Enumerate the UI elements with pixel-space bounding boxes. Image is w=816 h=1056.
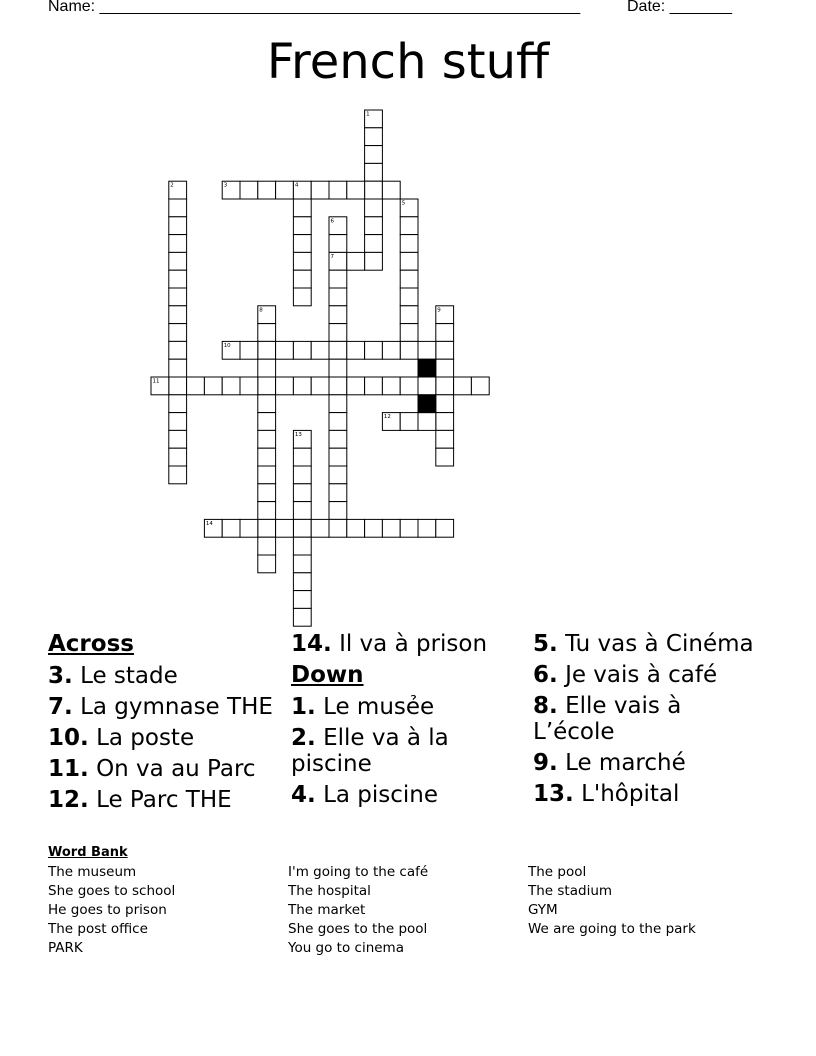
cell-number: 9	[437, 307, 441, 314]
clue-number: 10.	[48, 725, 89, 751]
grid-cell[interactable]	[347, 341, 365, 359]
cell-number: 2	[170, 182, 174, 189]
grid-cell[interactable]	[329, 359, 347, 377]
grid-cell[interactable]	[169, 448, 187, 466]
grid-cell[interactable]	[169, 288, 187, 306]
grid-cell[interactable]	[169, 306, 187, 324]
grid-cell[interactable]	[365, 217, 383, 235]
clue-down-8	[533, 693, 768, 745]
grid-cell[interactable]	[258, 466, 276, 484]
grid-cell[interactable]	[293, 252, 311, 270]
clue-down-1	[291, 694, 521, 720]
grid-cell[interactable]	[293, 199, 311, 217]
date-field-label[interactable]: Date: _______	[627, 0, 732, 15]
clue-text: Tu vas à Cinéma	[565, 631, 754, 657]
grid-cell[interactable]	[293, 270, 311, 288]
grid-cell[interactable]	[311, 341, 329, 359]
grid-cell[interactable]	[400, 217, 418, 235]
grid-cell[interactable]	[436, 519, 454, 537]
word-bank-item: We are going to the park	[528, 921, 696, 937]
clues-column-3	[533, 631, 768, 812]
clue-text: Le Parc THE	[96, 787, 232, 813]
grid-cell[interactable]	[347, 519, 365, 537]
cell-number: 14	[205, 520, 213, 527]
clue-number: 9.	[533, 750, 558, 776]
grid-cell[interactable]	[276, 181, 294, 199]
grid-cell[interactable]	[169, 413, 187, 431]
grid-cell[interactable]	[418, 519, 436, 537]
grid-cell[interactable]	[454, 377, 472, 395]
clue-number: 1.	[291, 694, 316, 720]
grid-cell[interactable]	[436, 448, 454, 466]
grid-cell[interactable]	[329, 341, 347, 359]
grid-cell[interactable]	[436, 359, 454, 377]
grid-cell[interactable]	[329, 395, 347, 413]
word-bank-item: I'm going to the café	[288, 864, 429, 880]
grid-cell[interactable]	[400, 252, 418, 270]
grid-cell[interactable]	[418, 377, 436, 395]
clue-number: 4.	[291, 782, 316, 808]
grid-cell[interactable]	[258, 395, 276, 413]
grid-cell[interactable]	[365, 377, 383, 395]
grid-cell[interactable]	[418, 413, 436, 431]
clue-number: 6.	[533, 662, 558, 688]
grid-cell[interactable]	[258, 359, 276, 377]
grid-cell[interactable]	[293, 217, 311, 235]
grid-cell[interactable]	[222, 377, 240, 395]
word-bank-item: She goes to school	[48, 883, 176, 899]
clue-text: Elle va à la piscine	[291, 725, 449, 777]
word-bank-title: Word Bank	[48, 845, 128, 860]
grid-cell[interactable]	[329, 413, 347, 431]
grid-cell[interactable]	[169, 235, 187, 253]
word-bank-item: The post office	[48, 921, 148, 937]
grid-cell[interactable]	[329, 270, 347, 288]
clue-text: La poste	[96, 725, 195, 751]
cell-number: 6	[330, 218, 334, 225]
cell-number: 13	[294, 431, 302, 438]
clue-text: La piscine	[323, 782, 439, 808]
clue-across-11	[48, 756, 278, 782]
grid-cell[interactable]	[293, 608, 311, 626]
clue-text: Il va à prison	[339, 631, 488, 657]
grid-cell[interactable]	[400, 324, 418, 342]
grid-cell[interactable]	[258, 448, 276, 466]
clue-text: On va au Parc	[96, 756, 256, 782]
grid-cell[interactable]	[169, 252, 187, 270]
word-bank-item: The pool	[528, 864, 587, 880]
clue-text: Le marché	[565, 750, 686, 776]
grid-cell[interactable]	[365, 235, 383, 253]
cell-number: 11	[152, 378, 160, 385]
grid-cell[interactable]	[258, 341, 276, 359]
clue-text: Le stade	[80, 663, 178, 689]
grid-cell[interactable]	[276, 519, 294, 537]
clue-across-12	[48, 787, 278, 813]
word-bank-item: PARK	[48, 940, 83, 956]
across-heading: Across	[48, 631, 134, 657]
grid-cell[interactable]	[222, 519, 240, 537]
grid-cell[interactable]	[436, 430, 454, 448]
clue-down-4	[291, 782, 521, 808]
grid-cell[interactable]	[169, 359, 187, 377]
grid-cell[interactable]	[329, 377, 347, 395]
cell-number: 8	[259, 307, 263, 314]
grid-cell[interactable]	[400, 306, 418, 324]
grid-cell[interactable]	[169, 466, 187, 484]
cell-number: 1	[366, 111, 370, 118]
word-bank-item: The stadium	[528, 883, 613, 899]
word-bank-item: She goes to the pool	[288, 921, 428, 937]
clue-across-10	[48, 725, 278, 751]
word-bank-column-2	[288, 863, 428, 958]
clues-column-1	[48, 631, 278, 818]
grid-cell[interactable]	[258, 484, 276, 502]
clue-number: 12.	[48, 787, 89, 813]
grid-cell[interactable]	[276, 341, 294, 359]
grid-cell[interactable]	[347, 181, 365, 199]
clue-across-3	[48, 663, 278, 689]
clue-down-2	[291, 725, 521, 777]
grid-cell[interactable]	[258, 502, 276, 520]
grid-cell[interactable]	[169, 430, 187, 448]
cell-number: 3	[223, 182, 228, 189]
grid-cell[interactable]	[347, 252, 365, 270]
grid-cell[interactable]	[400, 377, 418, 395]
word-bank-item: You go to cinema	[288, 940, 404, 956]
clue-down-13	[533, 781, 768, 807]
grid-cell[interactable]	[311, 181, 329, 199]
grid-cell[interactable]	[382, 181, 400, 199]
black-cell	[418, 359, 436, 377]
grid-cell[interactable]	[329, 430, 347, 448]
cell-number: 7	[330, 253, 334, 260]
grid-cell[interactable]	[293, 235, 311, 253]
grid-cell[interactable]	[169, 199, 187, 217]
grid-cell[interactable]	[293, 288, 311, 306]
grid-cell[interactable]	[293, 537, 311, 555]
grid-cell[interactable]	[258, 519, 276, 537]
word-bank-item: GYM	[528, 902, 558, 918]
grid-cell[interactable]	[204, 377, 222, 395]
grid-cell[interactable]	[329, 235, 347, 253]
grid-cell[interactable]	[169, 324, 187, 342]
clue-down-6	[533, 662, 768, 688]
grid-cell[interactable]	[436, 341, 454, 359]
clue-text: Le musẻe	[323, 694, 435, 720]
grid-cell[interactable]	[329, 484, 347, 502]
grid-cell[interactable]	[293, 466, 311, 484]
grid-cell[interactable]	[240, 519, 258, 537]
page-title: French stuff	[266, 34, 550, 90]
word-bank-item: The museum	[48, 864, 137, 880]
clue-text: Je vais à café	[565, 662, 718, 688]
grid-cell[interactable]	[169, 270, 187, 288]
clue-down-5	[533, 631, 768, 657]
grid-cell[interactable]	[258, 181, 276, 199]
grid-cell[interactable]	[258, 413, 276, 431]
grid-cell[interactable]	[293, 555, 311, 573]
grid-cell[interactable]	[365, 128, 383, 146]
clue-number: 11.	[48, 756, 89, 782]
grid-cell[interactable]	[400, 235, 418, 253]
grid-cell[interactable]	[293, 502, 311, 520]
grid-cell[interactable]	[240, 341, 258, 359]
word-bank-item: He goes to prison	[48, 902, 167, 918]
grid-cell[interactable]	[329, 448, 347, 466]
grid-cell[interactable]	[293, 484, 311, 502]
word-bank-item: The market	[288, 902, 366, 918]
grid-cell[interactable]	[240, 377, 258, 395]
cell-number: 10	[223, 342, 231, 349]
word-bank-column-1	[48, 863, 175, 958]
grid-cell[interactable]	[258, 537, 276, 555]
grid-cell[interactable]	[418, 341, 436, 359]
name-field-label[interactable]: Name: ______________________________________________________	[48, 0, 581, 15]
grid-cell[interactable]	[311, 377, 329, 395]
grid-cell[interactable]	[258, 430, 276, 448]
grid-cell[interactable]	[347, 377, 365, 395]
clue-text: L'hôpital	[581, 781, 680, 807]
word-bank-item: The hospital	[288, 883, 371, 899]
grid-cell[interactable]	[169, 395, 187, 413]
grid-cell[interactable]	[382, 341, 400, 359]
grid-cell[interactable]	[382, 377, 400, 395]
clue-number: 7.	[48, 694, 73, 720]
grid-cell[interactable]	[400, 288, 418, 306]
clue-number: 5.	[533, 631, 558, 657]
grid-cell[interactable]	[293, 341, 311, 359]
grid-cell[interactable]	[169, 341, 187, 359]
grid-cell[interactable]	[329, 181, 347, 199]
grid-cell[interactable]	[365, 163, 383, 181]
grid-cell[interactable]	[293, 573, 311, 591]
grid-cell[interactable]	[258, 377, 276, 395]
grid-cell[interactable]	[436, 324, 454, 342]
grid-cell[interactable]	[329, 324, 347, 342]
grid-cell[interactable]	[258, 555, 276, 573]
grid-cell[interactable]	[258, 324, 276, 342]
grid-cell[interactable]	[400, 270, 418, 288]
clue-number: 14.	[291, 631, 332, 657]
cell-number: 12	[383, 414, 391, 421]
clue-number: 8.	[533, 693, 558, 719]
down-heading: Down	[291, 662, 364, 688]
grid-cell[interactable]	[293, 448, 311, 466]
clue-number: 3.	[48, 663, 73, 689]
grid-cell[interactable]	[169, 217, 187, 235]
word-bank-column-3	[528, 863, 696, 939]
clue-text: Elle vais à L’école	[533, 693, 682, 745]
grid-cell[interactable]	[400, 519, 418, 537]
cell-number: 4	[294, 182, 299, 189]
grid-cell[interactable]	[293, 377, 311, 395]
grid-cell[interactable]	[169, 377, 187, 395]
grid-cell[interactable]	[400, 341, 418, 359]
black-cell	[418, 395, 436, 413]
grid-cell[interactable]	[311, 519, 329, 537]
grid-cell[interactable]	[382, 519, 400, 537]
clue-number: 13.	[533, 781, 574, 807]
grid-cell[interactable]	[436, 377, 454, 395]
grid-cell[interactable]	[365, 199, 383, 217]
clues-column-2	[291, 631, 521, 813]
grid-cell[interactable]	[365, 341, 383, 359]
grid-cell[interactable]	[436, 395, 454, 413]
grid-cell[interactable]	[329, 466, 347, 484]
grid-cell[interactable]	[187, 377, 205, 395]
grid-cell[interactable]	[329, 519, 347, 537]
grid-cell[interactable]	[293, 591, 311, 609]
clue-across-14	[291, 631, 521, 657]
grid-cell[interactable]	[365, 252, 383, 270]
grid-cell[interactable]	[365, 146, 383, 164]
grid-cell[interactable]	[276, 377, 294, 395]
clue-down-9	[533, 750, 768, 776]
grid-cell[interactable]	[240, 181, 258, 199]
cell-number: 5	[401, 200, 406, 207]
grid-cell[interactable]	[329, 288, 347, 306]
clue-number: 2.	[291, 725, 316, 751]
grid-cell[interactable]	[329, 306, 347, 324]
clue-across-7	[48, 694, 278, 720]
grid-cell[interactable]	[365, 519, 383, 537]
grid-cell[interactable]	[365, 181, 383, 199]
grid-cell[interactable]	[293, 519, 311, 537]
grid-cell[interactable]	[436, 413, 454, 431]
clue-text: La gymnase THE	[80, 694, 273, 720]
grid-cell[interactable]	[400, 413, 418, 431]
grid-cell[interactable]	[471, 377, 489, 395]
grid-cell[interactable]	[329, 502, 347, 520]
